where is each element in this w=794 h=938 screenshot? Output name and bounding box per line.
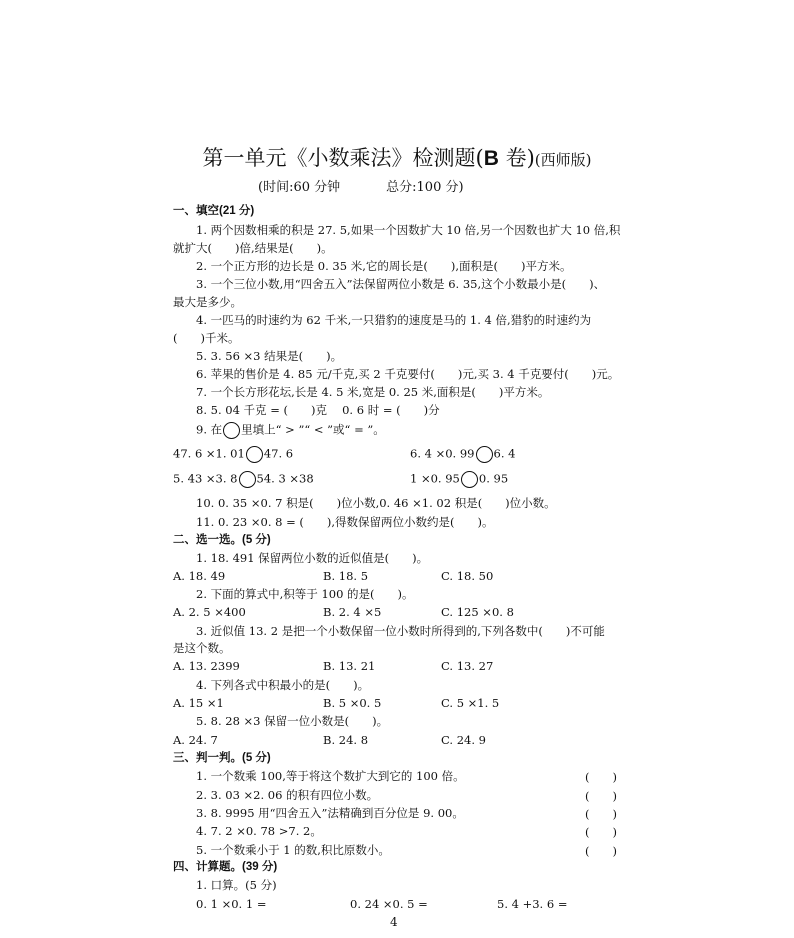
page-title — [0, 142, 794, 172]
choose-q5-opt-c[interactable]: C. 24. 9 — [441, 733, 486, 747]
choose-q2-opt-c[interactable]: C. 125 ×0. 8 — [441, 605, 514, 619]
choose-q4-opt-c[interactable]: C. 5 ×1. 5 — [441, 696, 500, 710]
section-judge-heading: 三、判一判。(5 分) — [173, 752, 271, 764]
compare-1-right: 47. 6 — [263, 446, 294, 461]
fill-q9 — [196, 422, 385, 439]
title-main: 第一单元《小数乘法》检测题( — [202, 146, 484, 170]
section-choose-heading: 二、选一选。(5 分) — [173, 534, 271, 546]
page-number: 4 — [390, 915, 398, 929]
fill-q8: 8. 5. 04 千克 = ( )克 0. 6 时 = ( )分 — [196, 403, 440, 417]
fill-q10: 10. 0. 35 ×0. 7 积是( )位小数,0. 46 ×1. 02 积是( )位小数。 — [196, 496, 556, 510]
compare-1-left: 47. 6 ×1. 01 — [173, 446, 245, 461]
choose-q2-opt-a[interactable]: A. 2. 5 ×400 — [173, 605, 246, 619]
calc-item-2: 0. 24 ×0. 5 = — [350, 897, 428, 911]
choose-q1-opt-a[interactable]: A. 18. 49 — [173, 569, 226, 583]
judge-item-4: 4. 7. 2 ×0. 78 >7. 2。 — [196, 824, 322, 838]
judge-answer-3[interactable]: ( ) — [585, 807, 617, 821]
fill-q3-line2: 最大是多少。 — [173, 295, 242, 309]
time-info: (时间:60 分钟 — [258, 180, 341, 195]
choose-q1: 1. 18. 491 保留两位小数的近似值是( )。 — [196, 551, 429, 565]
fill-q3-line1: 3. 一个三位小数,用“四舍五入”法保留两位小数是 6. 35,这个小数最小是( )、 — [196, 277, 606, 291]
compare-2-right: 6. 4 — [493, 446, 516, 461]
compare-3-left: 5. 43 ×3. 8 — [173, 471, 238, 486]
fill-q11: 11. 0. 23 ×0. 8 = ( ),得数保留两位小数约是( )。 — [196, 515, 494, 529]
compare-item-3 — [173, 471, 314, 488]
choose-q2: 2. 下面的算式中,积等于 100 的是( )。 — [196, 587, 414, 601]
fill-q9-suffix: 里填上“ > ”“ < ”或“ = ”。 — [241, 422, 385, 437]
fill-q4-line1: 4. 一匹马的时速约为 62 千米,一只猎豹的速度是马的 1. 4 倍,猎豹的时速约为 — [196, 313, 592, 327]
choose-q3-line1: 3. 近似值 13. 2 是把一个小数保留一位小数时所得到的,下列各数中( )不可能 — [196, 624, 605, 638]
choose-q5-opt-b[interactable]: B. 24. 8 — [323, 733, 369, 747]
judge-item-5: 5. 一个数乘小于 1 的数,积比原数小。 — [196, 843, 390, 857]
exam-info — [258, 176, 464, 195]
compare-4-right: 0. 95 — [478, 471, 509, 486]
title-juan: 卷) — [498, 146, 535, 170]
choose-q4: 4. 下列各式中积最小的是( )。 — [196, 678, 370, 692]
fill-q9-prefix: 9. 在 — [196, 422, 223, 437]
choose-q4-opt-b[interactable]: B. 5 ×0. 5 — [323, 696, 382, 710]
compare-circle-icon[interactable] — [461, 471, 478, 488]
score-info: 总分:100 分) — [386, 180, 464, 195]
compare-circle-icon[interactable] — [239, 471, 256, 488]
calc-item-1: 0. 1 ×0. 1 = — [196, 897, 267, 911]
compare-circle-icon — [223, 422, 240, 439]
compare-2-left: 6. 4 ×0. 99 — [410, 446, 475, 461]
compare-circle-icon[interactable] — [476, 446, 493, 463]
choose-q5-opt-a[interactable]: A. 24. 7 — [173, 733, 218, 747]
choose-q1-opt-c[interactable]: C. 18. 50 — [441, 569, 494, 583]
fill-q5: 5. 3. 56 ×3 结果是( )。 — [196, 349, 343, 363]
compare-item-1 — [173, 446, 293, 463]
calc-item-3: 5. 4 +3. 6 = — [497, 897, 568, 911]
judge-item-2: 2. 3. 03 ×2. 06 的积有四位小数。 — [196, 788, 379, 802]
title-b: B — [483, 147, 499, 170]
choose-q5: 5. 8. 28 ×3 保留一位小数是( )。 — [196, 714, 389, 728]
choose-q3-opt-a[interactable]: A. 13. 2399 — [173, 659, 240, 673]
fill-q1-line2: 就扩大( )倍,结果是( )。 — [173, 241, 333, 255]
compare-4-left: 1 ×0. 95 — [410, 471, 460, 486]
section-fill-heading: 一、填空(21 分) — [173, 205, 255, 217]
fill-q1-line1: 1. 两个因数相乘的积是 27. 5,如果一个因数扩大 10 倍,另一个因数也扩大 10 倍,积 — [196, 223, 621, 237]
choose-q2-opt-b[interactable]: B. 2. 4 ×5 — [323, 605, 382, 619]
choose-q1-opt-b[interactable]: B. 18. 5 — [323, 569, 369, 583]
judge-item-3: 3. 8. 9995 用“四舍五入”法精确到百分位是 9. 00。 — [196, 806, 464, 820]
judge-answer-4[interactable]: ( ) — [585, 825, 617, 839]
compare-3-right: 54. 3 ×38 — [256, 471, 314, 486]
choose-q3-line2: 是这个数。 — [173, 641, 231, 655]
fill-q7: 7. 一个长方形花坛,长是 4. 5 米,宽是 0. 25 米,面积是( )平方米。 — [196, 385, 550, 399]
fill-q2: 2. 一个正方形的边长是 0. 35 米,它的周长是( ),面积是( )平方米。 — [196, 259, 572, 273]
fill-q6: 6. 苹果的售价是 4. 85 元/千克,买 2 千克要付( )元,买 3. 4 千克要付( )元。 — [196, 367, 620, 381]
judge-answer-5[interactable]: ( ) — [585, 844, 617, 858]
choose-q3-opt-c[interactable]: C. 13. 27 — [441, 659, 494, 673]
compare-circle-icon[interactable] — [246, 446, 263, 463]
judge-answer-1[interactable]: ( ) — [585, 770, 617, 784]
calc-subheading: 1. 口算。(5 分) — [196, 878, 277, 892]
compare-item-4 — [410, 471, 508, 488]
compare-item-2 — [410, 446, 515, 463]
judge-answer-2[interactable]: ( ) — [585, 789, 617, 803]
choose-q4-opt-a[interactable]: A. 15 ×1 — [173, 696, 224, 710]
choose-q3-opt-b[interactable]: B. 13. 21 — [323, 659, 376, 673]
fill-q4-line2: ( )千米。 — [173, 331, 240, 345]
section-calc-heading: 四、计算题。(39 分) — [173, 861, 278, 873]
title-edition: (西师版) — [534, 151, 592, 169]
judge-item-1: 1. 一个数乘 100,等于将这个数扩大到它的 100 倍。 — [196, 769, 465, 783]
